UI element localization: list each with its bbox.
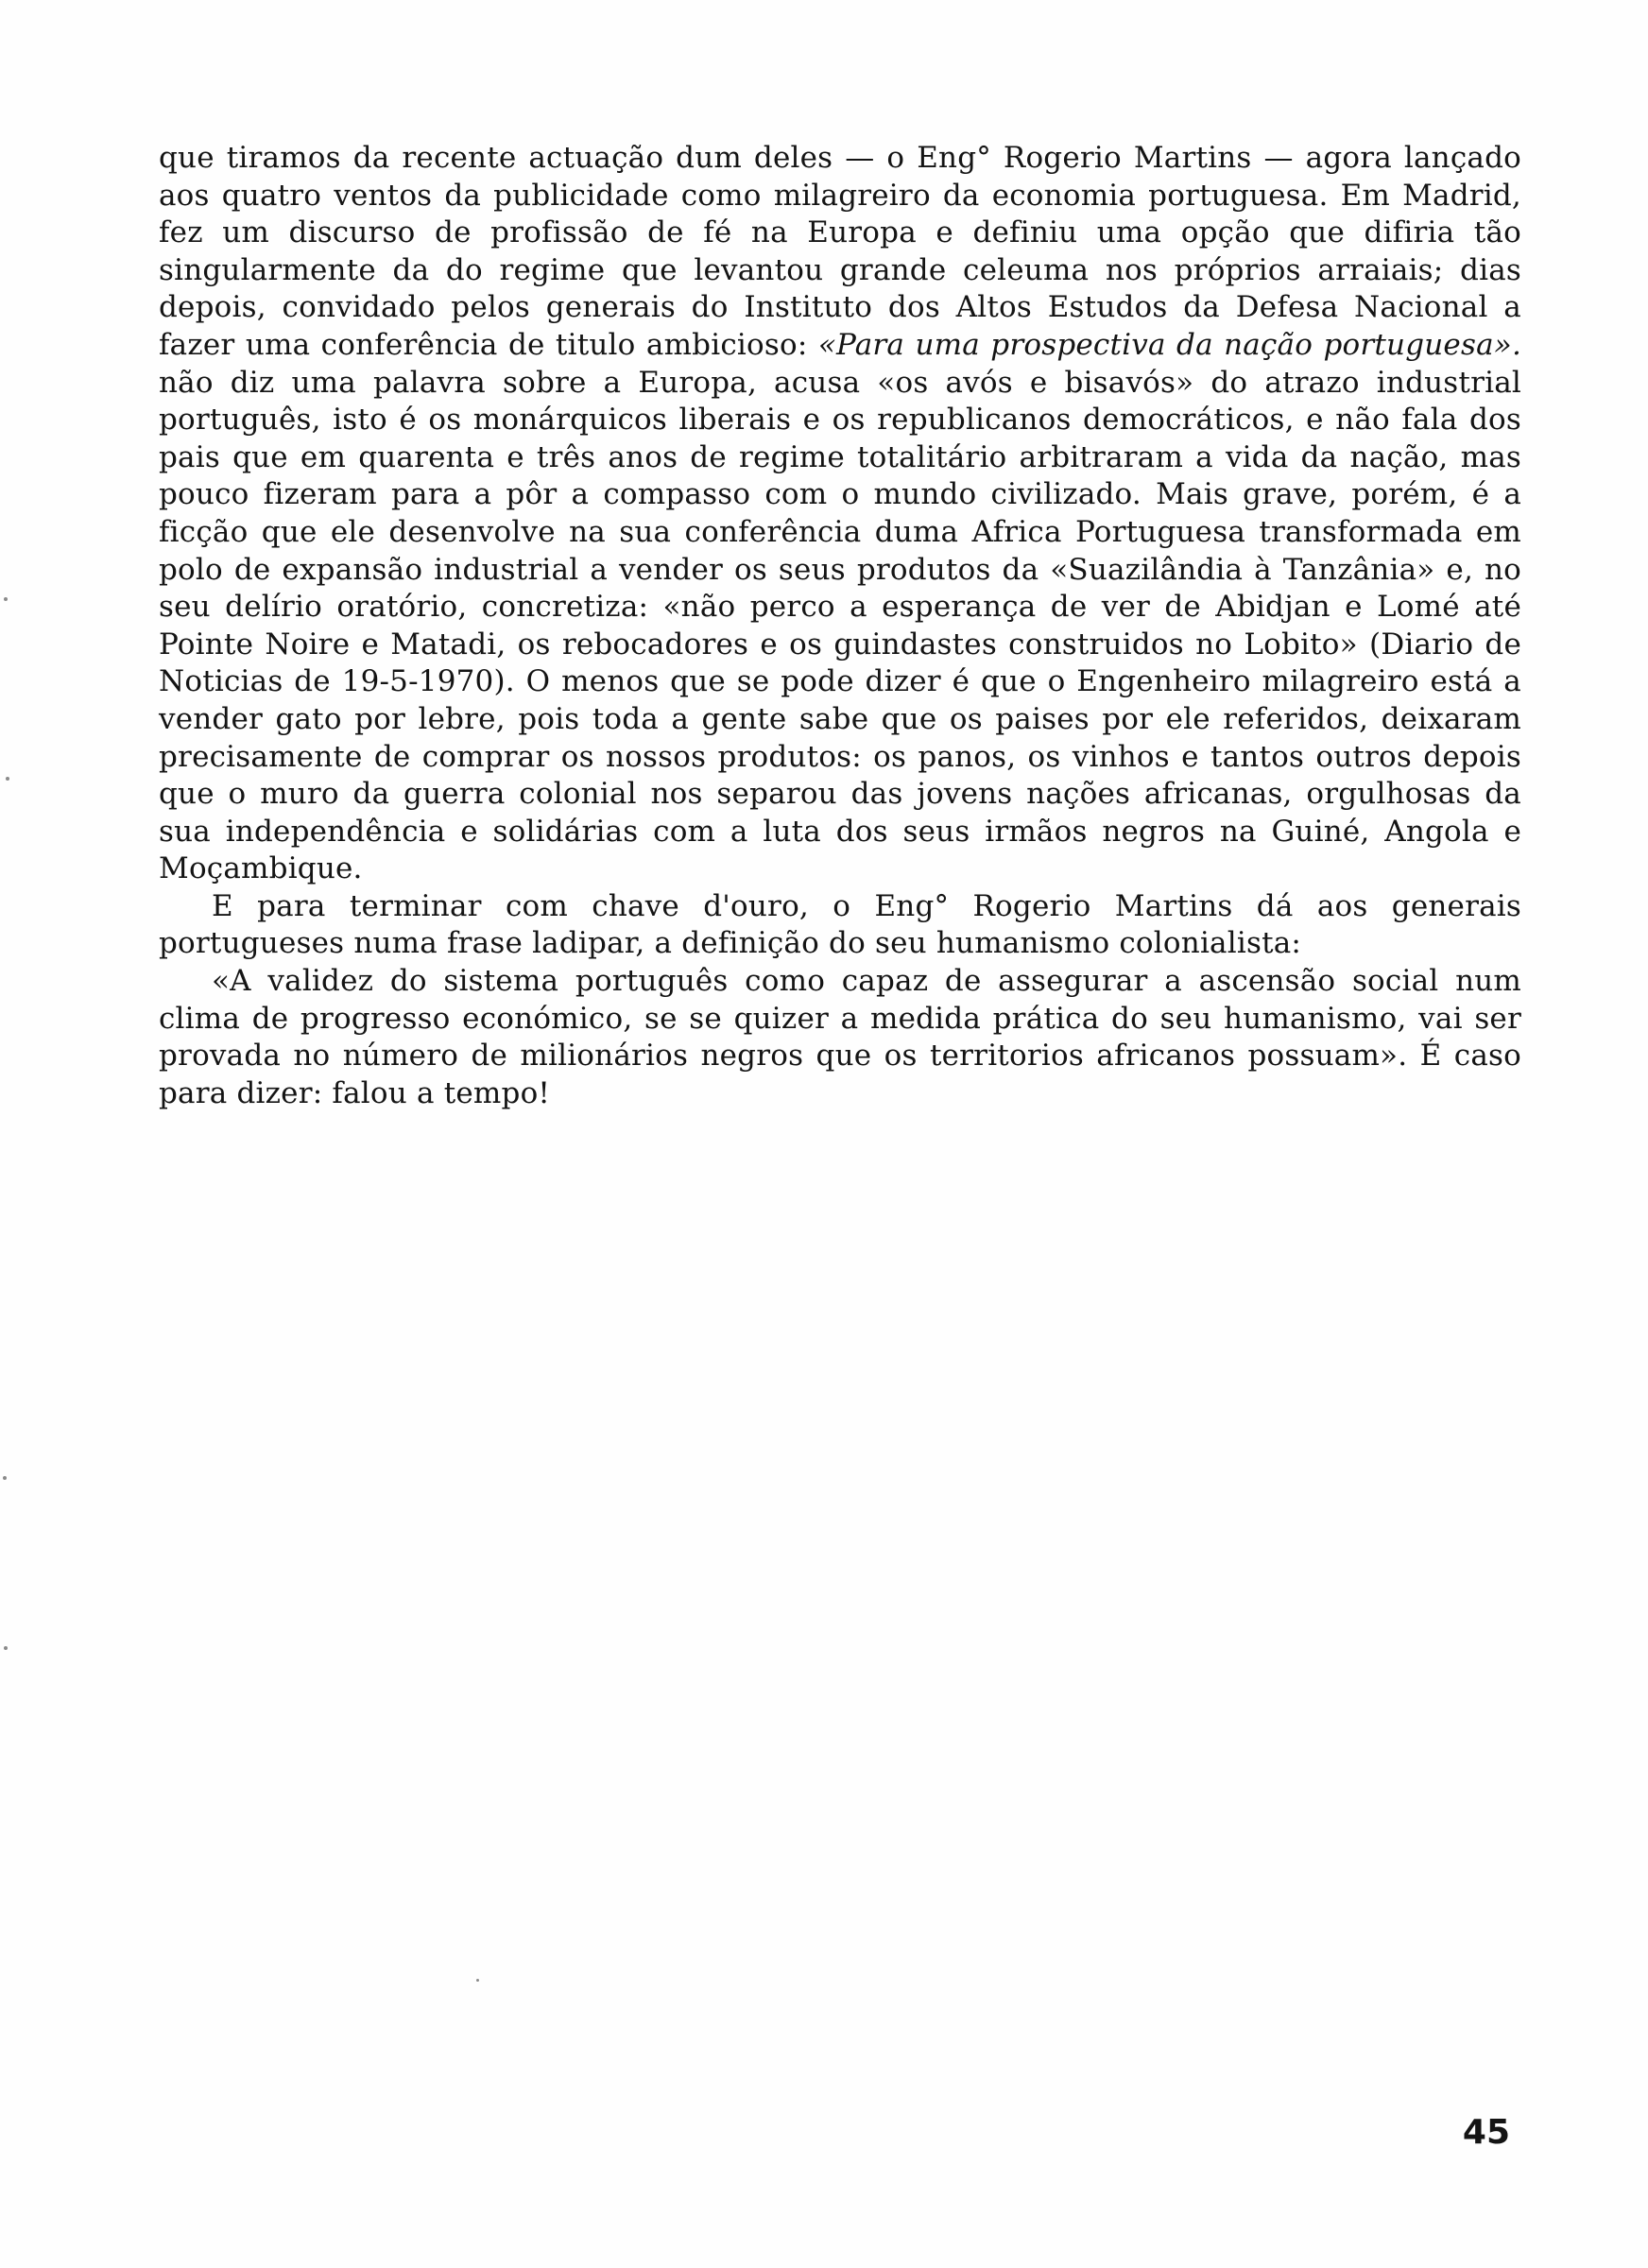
- paragraph-3-quote: «A validez do sistema português como capaz de assegurar a ascensão social num clima de progresso económico, se se quizer a medida prática do seu humanismo, vai ser provada no número de milionários negros que os territorios africanos possuam». É caso para dizer: falou a tempo!: [159, 964, 1521, 1110]
- paragraph-1: [159, 140, 1521, 888]
- scan-speck: [4, 1646, 8, 1650]
- body-text: [159, 140, 1521, 1112]
- paragraph-2: E para terminar com chave d'ouro, o Eng° Rogerio Martins dá aos generais portugueses numa frase ladipar, a definição do seu humanismo colonialista:: [159, 888, 1521, 961]
- conference-title-italic: «Para uma prospectiva da nação portuguesa».: [817, 327, 1521, 362]
- scan-speck: [6, 777, 9, 781]
- paragraph-1-text-end: não diz uma palavra sobre a Europa, acusa «os avós e bisavós» do atrazo industrial português, isto é os monárquicos liberais e os republicanos democráticos, e não fala dos pais que em quarenta e três anos de regime totalitário arbitraram a vida da nação, mas pouco fizeram para a pôr a compasso com o mundo civilizado. Mais grave, porém, é a ficção que ele desenvolve na sua conferência duma Africa Portuguesa transformada em polo de expansão industrial a vender os seus produtos da «Suazilândia à Tanzânia» e, no seu delírio oratório, concretiza: «não perco a esperança de ver de Abidjan e Lomé até Pointe Noire e Matadi, os rebocadores e os guindastes construidos no Lobito» (Diario de Noticias de 19-5-1970). O menos que se pode dizer é que o Engenheiro milagreiro está a vender gato por lebre, pois toda a gente sabe que os paises por ele referidos, deixaram precisamente de comprar os nossos produtos: os panos, os vinhos e tantos outros depois que o muro da guerra colonial nos separou das jovens nações africanas, orgulhosas da sua independência e solidárias com a luta dos seus irmãos negros na Guiné, Angola e Moçambique.: [159, 365, 1521, 886]
- paragraph-1-text-start: que tiramos da recente actuação dum deles — o Eng° Rogerio Martins — agora lançado aos quatro ventos da publicidade como milagreiro da economia portuguesa. Em Madrid, fez um discurso de profissão de fé na Europa e definiu uma opção que difiria tão singularmente da do regime que levantou grande celeuma nos próprios arraiais; dias depois, convidado pelos generais do Instituto dos Altos Estudos da Defesa Nacional a fazer uma conferência de titulo ambicioso:: [159, 141, 1521, 362]
- scan-speck: [4, 597, 8, 601]
- page-number: 45: [1462, 2113, 1510, 2152]
- scan-speck: [3, 1476, 7, 1480]
- scan-speck: [476, 1979, 479, 1982]
